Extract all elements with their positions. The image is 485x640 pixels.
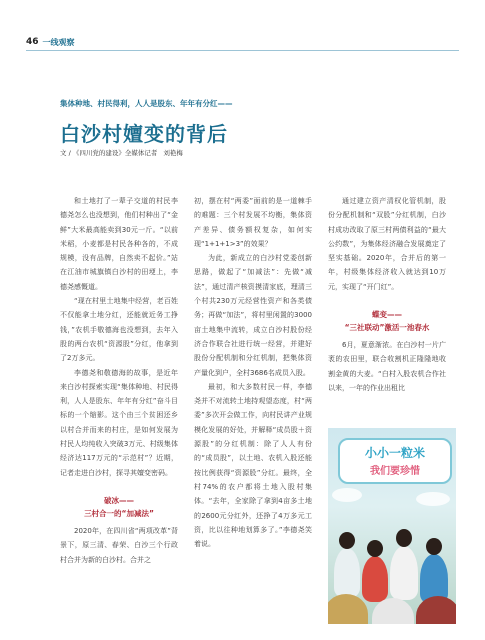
subheading bbox=[60, 494, 178, 520]
child-head bbox=[367, 540, 383, 557]
child-figure bbox=[372, 598, 414, 624]
paragraph: “现在村里土地集中经营，老百姓不仅能拿土地分红，还能就近务工挣钱，”农机手敬德海也没想到，去年入股的两台农机“资源股”分红，他拿到了2万多元。 bbox=[60, 297, 178, 363]
banner-line-1: 小小一粒米 bbox=[364, 446, 425, 460]
photo-banner bbox=[338, 438, 452, 484]
paragraph: 为此，新成立的白沙村党委创新思路，做起了“加减法”：先做“减法”，通过清产核资摸清家底，理清三个村共230万元经营性资产和各类债务；再做“加法”，将村里闲置的3000亩土地集中流转，成立白沙村股份经济合作联合社进行统一经营，并建好股份分配机制和分红机制，把集体资产量化到户，全村3686名成员入股。 bbox=[194, 254, 312, 377]
text-column-3 bbox=[328, 194, 446, 395]
cloud-shape bbox=[332, 488, 362, 502]
subheading-line-1: 破冰—— bbox=[104, 495, 134, 505]
page-number: 46 bbox=[26, 37, 39, 47]
article-title: 白沙村嬗变的背后 bbox=[60, 122, 228, 146]
subheading-line-2: “三社联动”激活一池春水 bbox=[344, 323, 430, 333]
page-header bbox=[26, 34, 75, 50]
byline-author: 刘艳梅 bbox=[163, 149, 183, 157]
paragraph: 和土地打了一辈子交道的村民李德尧怎么也没想到，他们村种出了“金鲜”大米最高能卖到30元一斤。“以前米稻，小麦都是村民各种各的，不成规模，没有品牌，自然卖不起价。”站在江油市城旗镇白沙村的田埂上，李德尧感慨道。 bbox=[60, 197, 178, 291]
article-byline bbox=[60, 148, 189, 157]
article-photo bbox=[328, 428, 456, 624]
child-head bbox=[339, 532, 355, 549]
child-head bbox=[396, 529, 412, 547]
subheading bbox=[328, 308, 446, 334]
paragraph: 通过建立资产清权化管机制，股份分配机制和“双股”分红机制，白沙村成功改取了原三村两债利益的“最大公约数”，为集体经济融合发展奠定了坚实基础。2020年，合并后的第一年，村级集体经济收入就达到10万元，实现了“开门红”。 bbox=[328, 197, 446, 291]
subheading-line-2: 三村合一的“加减法” bbox=[84, 508, 154, 518]
child-figure bbox=[362, 556, 388, 602]
paragraph: 2020年，在四川省“两项改革”背景下，原三清、春荣、白沙三个行政村合并为新的白沙村。合并之 bbox=[60, 526, 178, 564]
paragraph: 初，摆在村“两委”面前的是一道棘手的难题：三个村发展不均衡，集体资产差异、债务额权复杂，如何实现“1+1+1>3”的效果？ bbox=[194, 197, 312, 248]
cloud-shape bbox=[416, 492, 450, 506]
text-column-2 bbox=[194, 194, 312, 551]
article-lead: 集体种地、村民得利，人人是股东、年年有分红—— bbox=[60, 99, 233, 108]
paragraph: 6月，夏意渐浓。在白沙村一片广袤的农田里，联合收割机正隆隆地收割金黄的大麦。“白村入股农机合作社以来，一年的作业出租比 bbox=[328, 341, 446, 392]
section-label: 一线观察 bbox=[42, 37, 75, 47]
byline-prefix: 文 / 《四川党的建设》全媒体记者 bbox=[60, 149, 158, 157]
paragraph: 李德尧和敬德海的故事，是近年来白沙村探索实现“集体种地、村民得利，人人是股东、年年有分红”奋斗目标的一个缩影。这个由三个贫困还乡以村合并而来的村庄，是如何发展为村民人均纯收入突破3万元、村级集体经济达117万元的“示范村”？近期，记者走进白沙村，探寻其嬗变密码。 bbox=[60, 368, 178, 477]
child-figure bbox=[334, 548, 360, 598]
child-figure bbox=[390, 546, 418, 600]
paragraph: 最初，和大多数村民一样，李德尧并不对流转土地持观望态度，村“两委”多次开会做工作，向村民讲产业规模化发展的好处，并解释“成员股＋资源股”的分红机制：除了人人有份的“成员股”，以土地、农机入股还能按比例获得“资源股”分红。最终，全村74%的农户都将土地入股村集体。“去年，全家除了拿到4亩多土地的2600元分红外，还挣了4万多元工资，比以往种地划算多了。”李德尧笑着说。 bbox=[194, 382, 312, 549]
child-head bbox=[426, 538, 442, 555]
child-figure bbox=[328, 594, 368, 624]
text-column-1 bbox=[60, 194, 178, 567]
header-divider bbox=[26, 50, 459, 51]
banner-line-2: 我们要珍惜 bbox=[370, 466, 420, 477]
subheading-line-1: 蝶变—— bbox=[372, 310, 402, 320]
